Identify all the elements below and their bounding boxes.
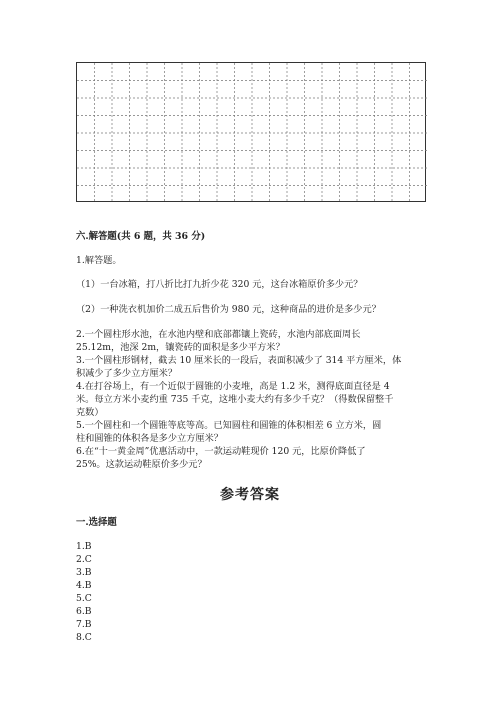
answer-grid — [76, 62, 426, 202]
question-3-line2: 积减少了多少立方厘米？ — [76, 368, 178, 379]
question-2-line1: 2.一个圆柱形水池，在水池内壁和底部都镶上瓷砖，水池内部底面周长 — [76, 329, 361, 340]
answer-item: 5.C — [76, 593, 92, 604]
question-1b: （2）一种洗衣机加价二成五后售价为 980 元，这种商品的进价是多少元？ — [76, 304, 381, 315]
answer-item: 1.B — [76, 541, 92, 552]
question-1a: （1）一台冰箱，打八折比打九折少花 320 元，这台冰箱原价多少元？ — [76, 279, 363, 290]
question-6-line2: 25%。这款运动鞋原价多少元？ — [76, 459, 207, 470]
answer-item: 4.B — [76, 580, 92, 591]
question-6-line1: 6.在“十一黄金周”优惠活动中，一款运动鞋现价 120 元，比原价降低了 — [76, 446, 366, 457]
answer-item: 3.B — [76, 567, 92, 578]
answers-title: 参考答案 — [220, 487, 280, 503]
question-4-line1: 4.在打谷场上，有一个近似于圆锥的小麦堆，高是 1.2 米，测得底面直径是 4 — [76, 381, 390, 392]
question-5-line1: 5.一个圆柱和一个圆锥等底等高。已知圆柱和圆锥的体积相差 6 立方米，圆 — [76, 420, 382, 431]
question-5-line2: 柱和圆锥的体积各是多少立方厘米？ — [76, 433, 223, 444]
answer-item: 7.B — [76, 619, 92, 630]
question-4-line3: 克数） — [76, 407, 104, 418]
answer-item: 2.C — [76, 554, 92, 565]
answers-section1-title: 一.选择题 — [76, 517, 117, 528]
answer-item: 6.B — [76, 606, 92, 617]
question-1: 1.解答题。 — [76, 255, 122, 266]
section6-title: 六.解答题(共 6 题，共 36 分) — [76, 231, 206, 242]
question-3-line1: 3.一个圆柱形钢材，截去 10 厘米长的一段后，表面积减少了 314 平方厘米，体 — [76, 355, 402, 366]
question-2-line2: 25.12m，池深 2m，镶瓷砖的面积是多少平方米？ — [76, 342, 285, 353]
question-4-line2: 米。每立方米小麦约重 735 千克，这堆小麦大约有多少千克？（得数保留整千 — [76, 394, 394, 405]
answer-item: 8.C — [76, 632, 92, 643]
grid-lines — [77, 63, 427, 203]
